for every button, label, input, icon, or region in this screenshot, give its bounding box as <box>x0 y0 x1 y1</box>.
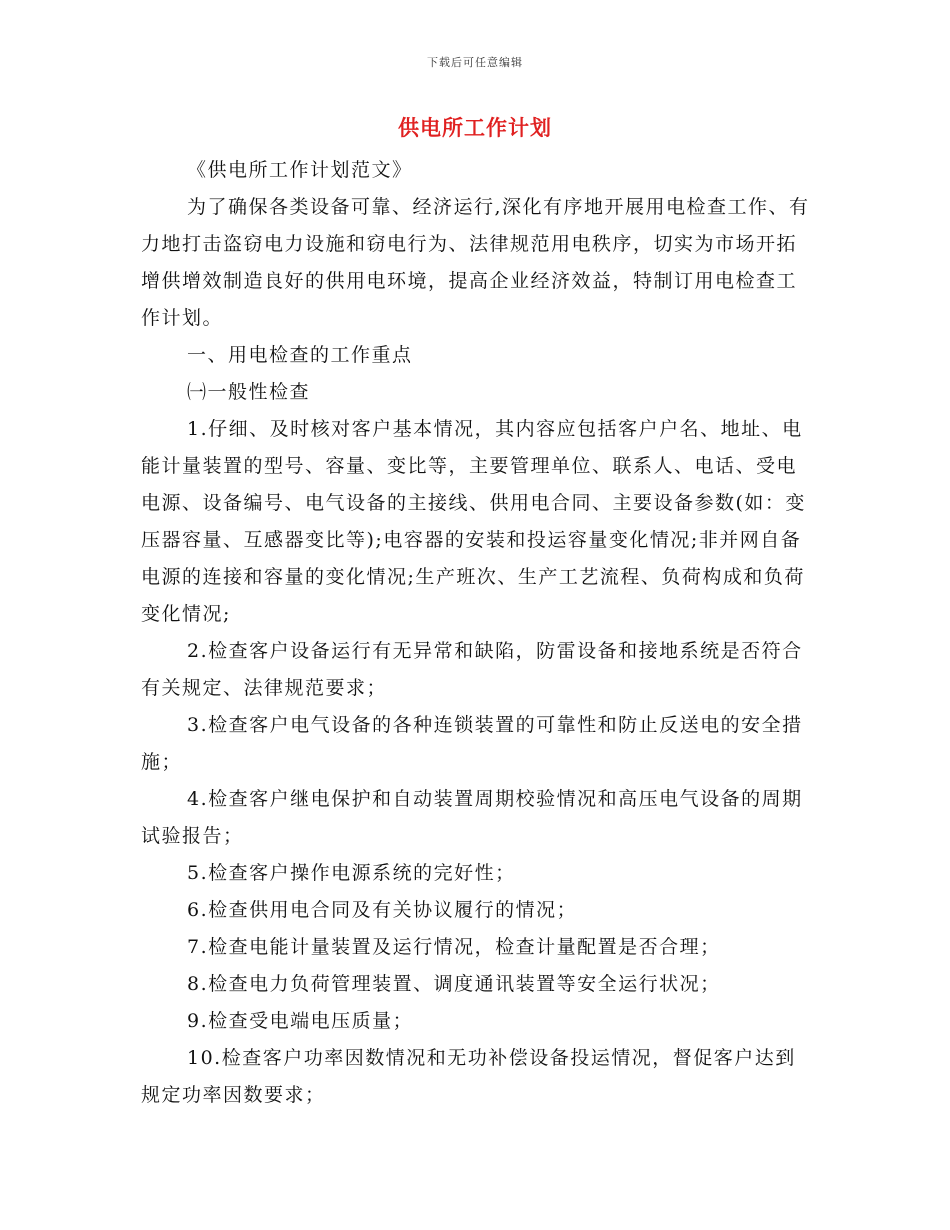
list-item: 2.检查客户设备运行有无异常和缺陷，防雷设备和接地系统是否符合有关规定、法律规范要求； <box>141 640 803 699</box>
document-body <box>141 152 816 1114</box>
list-item: 6.检查供用电合同及有关协议履行的情况； <box>187 899 578 921</box>
list-item: 3.检查客户电气设备的各种连锁装置的可靠性和防止反送电的安全措施； <box>141 714 803 773</box>
list-item: 7.检查电能计量装置及运行情况，检查计量配置是否合理； <box>187 936 721 958</box>
section-heading: 一、用电检查的工作重点 <box>187 344 413 366</box>
list-item: 5.检查客户操作电源系统的完好性； <box>187 862 516 884</box>
header-note: 下载后可任意编辑 <box>427 56 523 69</box>
list-item: 4.检查客户继电保护和自动装置周期校验情况和高压电气设备的周期试验报告； <box>141 788 803 847</box>
subsection-heading: ㈠一般性检查 <box>187 381 311 403</box>
paragraph-intro: 为了确保各类设备可靠、经济运行,深化有序地开展用电检查工作、有力地打击盗窃电力设施和窃电行为、法律规范用电秩序，切实为市场开拓增供增效制造良好的供用电环境，提高企业经济效益，特制订用电检查工作计划。 <box>141 196 810 329</box>
list-item: 1.仔细、及时核对客户基本情况，其内容应包括客户户名、地址、电能计量装置的型号、容量、变比等，主要管理单位、联系人、电话、受电电源、设备编号、电气设备的主接线、供用电合同、主要设备参数(如：变压器容量、互感器变比等);电容器的安装和投运容量变化情况;非并网自备电源的连接和容量的变化情况;生产班次、生产工艺流程、负荷构成和负荷变化情况; <box>141 418 806 625</box>
list-item: 10.检查客户功率因数情况和无功补偿设备投运情况，督促客户达到规定功率因数要求； <box>141 1047 796 1106</box>
list-item: 8.检查电力负荷管理装置、调度通讯装置等安全运行状况； <box>187 973 721 995</box>
document-title: 供电所工作计划 <box>398 116 552 140</box>
paragraph-source-title: 《供电所工作计划范文》 <box>187 159 413 181</box>
list-item: 9.检查受电端电压质量； <box>187 1010 414 1032</box>
